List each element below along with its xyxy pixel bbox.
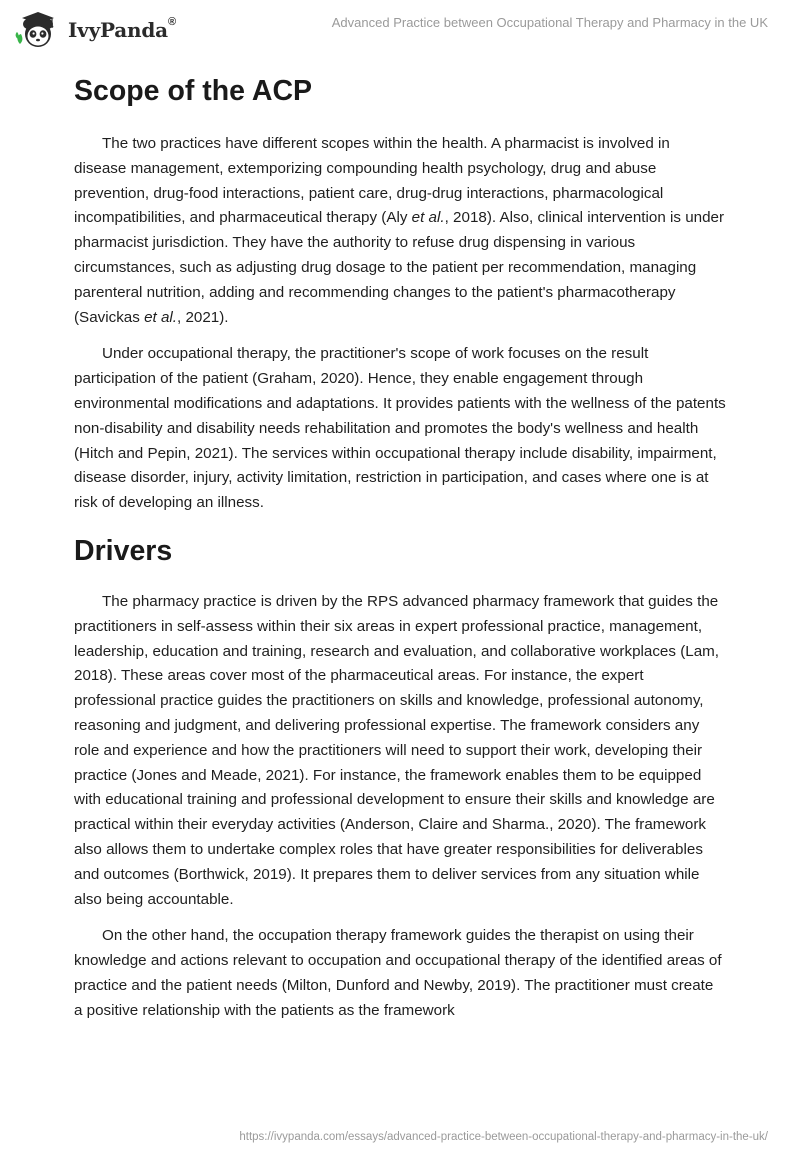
brand-name: IvyPanda® xyxy=(68,16,176,42)
source-url[interactable]: https://ivypanda.com/essays/advanced-practice-between-occupational-therapy-and-pharmacy-in-the-uk/ xyxy=(239,1131,768,1143)
paragraph-drivers-occupational: On the other hand, the occupation therapy framework guides the therapist on using their knowledge and actions relevant to occupation and occupational therapy of the identified areas of practice and the patient needs (Milton, Dunford and Newby, 2019). The practitioner must create a positive relationship with the patients as the framework xyxy=(74,927,722,1019)
section-heading-scope: Scope of the ACP xyxy=(74,75,313,107)
paragraph-scope-pharmacy: The two practices have different scopes within the health. A pharmacist is involved in disease management, extemporizing compounding health psychology, drug and abuse prevention, drug-food interactions, patient care, drug-drug interactions, pharmacological incompatibilities, and pharmaceutical therapy (Aly et al., 2018). Also, clinical intervention is under pharmacist jurisdiction. They have the authority to refuse drug dispensing in various circumstances, such as adjusting drug dosage to the patient per recommendation, managing parenteral nutrition, adding and recommending changes to the patient's pharmacotherapy (Savickas et al., 2021). xyxy=(74,135,725,326)
essay-content xyxy=(74,70,726,1036)
ivypanda-logo[interactable] xyxy=(14,10,176,50)
panda-graduate-icon xyxy=(14,10,62,50)
paragraph-drivers-pharmacy: The pharmacy practice is driven by the RPS advanced pharmacy framework that guides the practitioners in self-assess within their six areas in expert professional practice, management, leadership, education and training, research and evaluation, and collaborative workplaces (Lam, 2018). These areas cover most of the pharmaceutical areas. For instance, the expert professional practice guides the practitioners on skills and knowledge, professional autonomy, reasoning and judgment, and delivering professional expertise. The framework considers any role and experience and how the practitioners will need to support their work, developing their practice (Jones and Meade, 2021). For instance, the framework enables them to be equipped with educational training and professional development to ensure their skills and knowledge are practical within their everyday activities (Anderson, Claire and Sharma., 2020). The framework also allows them to undertake complex roles that have greater responsibilities for deliverables and outcomes (Borthwick, 2019). It prepares them to deliver services from any situation while also being accountable. xyxy=(74,592,720,908)
paragraph-scope-occupational: Under occupational therapy, the practitioner's scope of work focuses on the result participation of the patient (Graham, 2020). Hence, they enable engagement through environmental modifications and adaptations. It provides patients with the wellness of the patents non-disability and disability needs rehabilitation and promotes the body's wellness and health (Hitch and Pepin, 2021). The services within occupational therapy include disability, impairment, disease disorder, injury, activity limitation, restriction in participation, and cases where one is at risk of developing an illness. xyxy=(74,345,726,512)
page-header xyxy=(0,0,800,56)
document-title: Advanced Practice between Occupational Therapy and Pharmacy in the UK xyxy=(331,15,768,30)
section-heading-drivers: Drivers xyxy=(74,534,173,567)
registered-mark: ® xyxy=(167,16,176,28)
